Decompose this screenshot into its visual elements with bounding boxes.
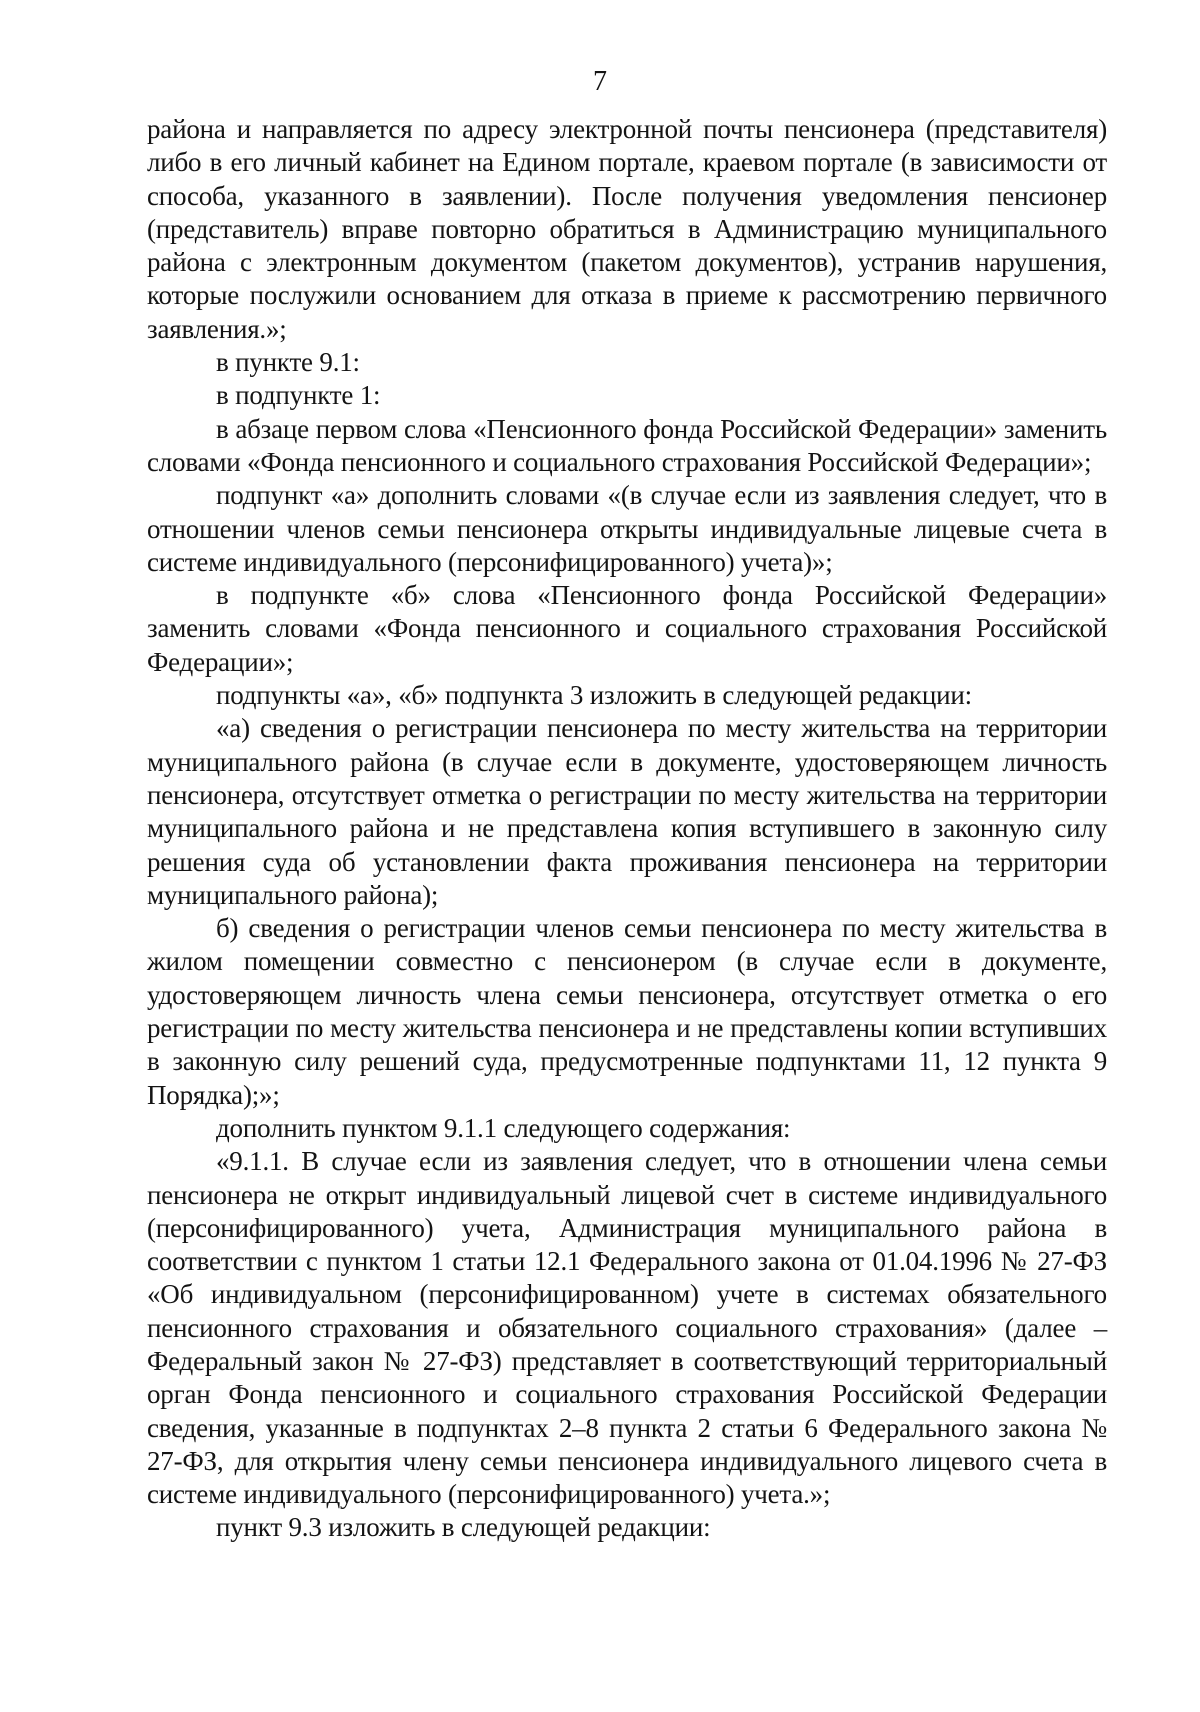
paragraph: «а) сведения о регистрации пенсионера по месту жительства на территории муниципального района (в случае если в документе, удостоверяющем личность пенсионера, отсутствует отметка о регистрации по месту жительства на территории муниципального района и не представлена копия вступившего в законную силу решения суда об установлении факта проживания пенсионера на территории муниципального района); [147, 713, 1107, 910]
paragraph: подпункт «а» дополнить словами «(в случае если из заявления следует, что в отношении членов семьи пенсионера открыты индивидуальные лицевые счета в системе индивидуального (персонифицированного) учета)»; [147, 480, 1107, 577]
paragraph: в подпункте 1: [216, 380, 381, 411]
paragraph: подпункты «а», «б» подпункта 3 изложить в следующей редакции: [216, 680, 972, 711]
paragraph: района и направляется по адресу электронной почты пенсионера (представителя) либо в его личный кабинет на Едином портале, краевом портале (в зависимости от способа, указанного в заявлении). После получения уведомления пенсионер (представитель) вправе повторно обратиться в Администрацию муниципального района с электронным документом (пакетом документов), устранив нарушения, которые послужили основанием для отказа в приеме к рассмотрению первичного заявления.»; [147, 114, 1107, 344]
paragraph: «9.1.1. В случае если из заявления следует, что в отношении члена семьи пенсионера не открыт индивидуальный лицевой счет в системе индивидуального (персонифицированного) учета, Администрация муниципального района в соответствии с пунктом 1 статьи 12.1 Федерального закона от 01.04.1996 № 27-ФЗ «Об индивидуальном (персонифицированном) учете в системах обязательного пенсионного страхования и обязательного социального страхования» (далее – Федеральный закон № 27-ФЗ) представляет в соответствующий территориальный орган Фонда пенсионного и социального страхования Российской Федерации сведения, указанные в подпунктах 2–8 пункта 2 статьи 6 Федерального закона № 27-ФЗ, для открытия члену семьи пенсионера индивидуального лицевого счета в системе индивидуального (персонифицированного) учета.»; [147, 1146, 1107, 1510]
paragraph: б) сведения о регистрации членов семьи пенсионера по месту жительства в жилом помещении совместно с пенсионером (в случае если в документе, удостоверяющем личность члена семьи пенсионера, отсутствует отметка о его регистрации по месту жительства пенсионера и не представлены копии вступивших в законную силу решений суда, предусмотренные подпунктами 11, 12 пункта 9 Порядка);»; [147, 913, 1107, 1110]
paragraph: в абзаце первом слова «Пенсионного фонда Российской Федерации» заменить словами «Фонда пенсионного и социального страхования Российской Федерации»; [147, 413, 1107, 477]
paragraph: в подпункте «б» слова «Пенсионного фонда Российской Федерации» заменить словами «Фонда пенсионного и социального страхования Российской Федерации»; [147, 580, 1107, 677]
paragraph: в пункте 9.1: [216, 347, 360, 378]
page-number: 7 [593, 66, 607, 97]
document-body [147, 113, 1107, 1545]
paragraph: пункт 9.3 изложить в следующей редакции: [216, 1512, 711, 1543]
paragraph: дополнить пунктом 9.1.1 следующего содержания: [216, 1112, 791, 1143]
